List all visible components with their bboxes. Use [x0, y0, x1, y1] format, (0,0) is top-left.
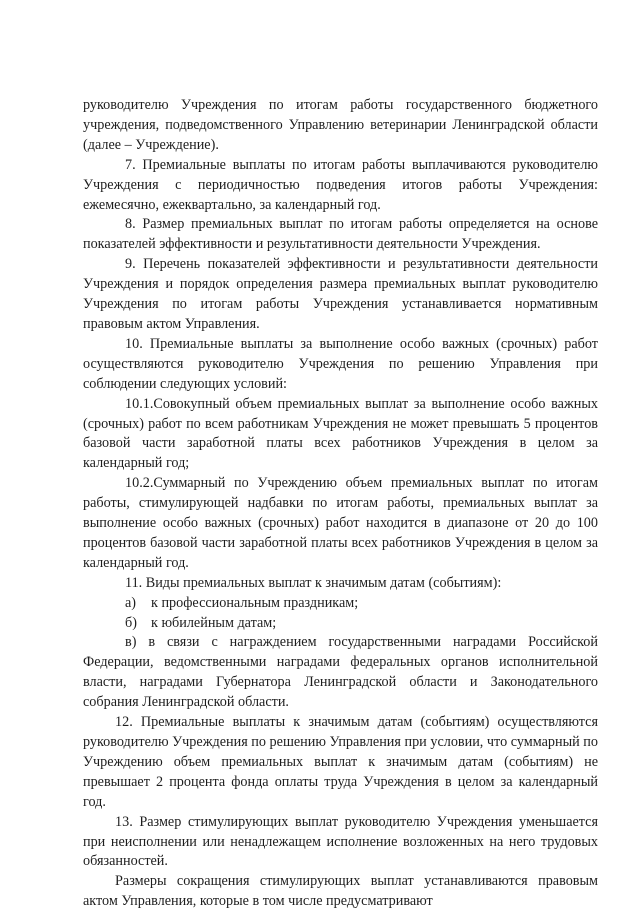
paragraph-9: 9. Перечень показателей эффективности и результативности деятельности Учреждения и порядок определения размера премиальных выплат руководителю Учреждения по итогам работы Учреждения устанавливается нормативным правовым актом Управления. — [83, 256, 598, 332]
list-item-c: в) в связи с награждением государственными наградами Российской Федерации, ведомственными наградами федеральных органов исполнительной власти, наградами Губернатора Ленинградской области и Законодательного собрания Ленинградской области. — [83, 634, 598, 711]
paragraph-8: 8. Размер премиальных выплат по итогам работы определяется на основе показателей эффективности и результативности деятельности Учреждения. — [83, 216, 598, 253]
document-body — [83, 96, 598, 912]
paragraph-10-2: 10.2.Суммарный по Учреждению объем премиальных выплат по итогам работы, стимулирующей надбавки по итогам работы, премиальных выплат за выполнение особо важных (срочных) работ находится в диапазоне от 20 до 100 процентов базовой части заработной платы всех работников Учреждения в целом за календарный год. — [83, 475, 598, 571]
paragraph-13: 13. Размер стимулирующих выплат руководителю Учреждения уменьшается при неисполнении или ненадлежащем исполнение возложенных на него трудовых обязанностей. — [83, 813, 598, 870]
list-item-b-text: к юбилейным датам; — [151, 614, 277, 631]
paragraph-11: 11. Виды премиальных выплат к значимым датам (событиям): — [125, 574, 502, 591]
paragraph-14: Размеры сокращения стимулирующих выплат устанавливаются правовым актом Управления, которые в том числе предусматривают — [83, 873, 598, 910]
list-marker-b: б) — [125, 614, 137, 631]
paragraph-12: 12. Премиальные выплаты к значимым датам (событиям) осуществляются руководителю Учреждения по решению Управления при условии, что суммарный по Учреждению объем премиальных выплат к значимым датам (событиям) не превышает 2 процента фонда оплаты труда Учреждения в целом за календарный год. — [83, 714, 598, 810]
paragraph-10-1: 10.1.Совокупный объем премиальных выплат за выполнение особо важных (срочных) работ по всем работникам Учреждения не может превышать 5 процентов базовой части заработной платы всех работников Учреждения в целом за календарный год; — [83, 395, 598, 472]
list-item-a — [83, 594, 598, 614]
list-item-b — [83, 614, 598, 634]
list-marker-a: а) — [125, 594, 137, 611]
list-item-a-text: к профессиональным праздникам; — [151, 594, 359, 611]
paragraph-10: 10. Премиальные выплаты за выполнение особо важных (срочных) работ осуществляются руководителю Учреждения по решению Управления при соблюдении следующих условий: — [83, 335, 598, 392]
paragraph-7: 7. Премиальные выплаты по итогам работы выплачиваются руководителю Учреждения с периодичностью подведения итогов работы Учреждения: ежемесячно, ежеквартально, за календарный год. — [83, 156, 598, 213]
paragraph-continuation: руководителю Учреждения по итогам работы государственного бюджетного учреждения, подведомственного Управлению ветеринарии Ленинградской области (далее – Учреждение). — [83, 97, 598, 153]
